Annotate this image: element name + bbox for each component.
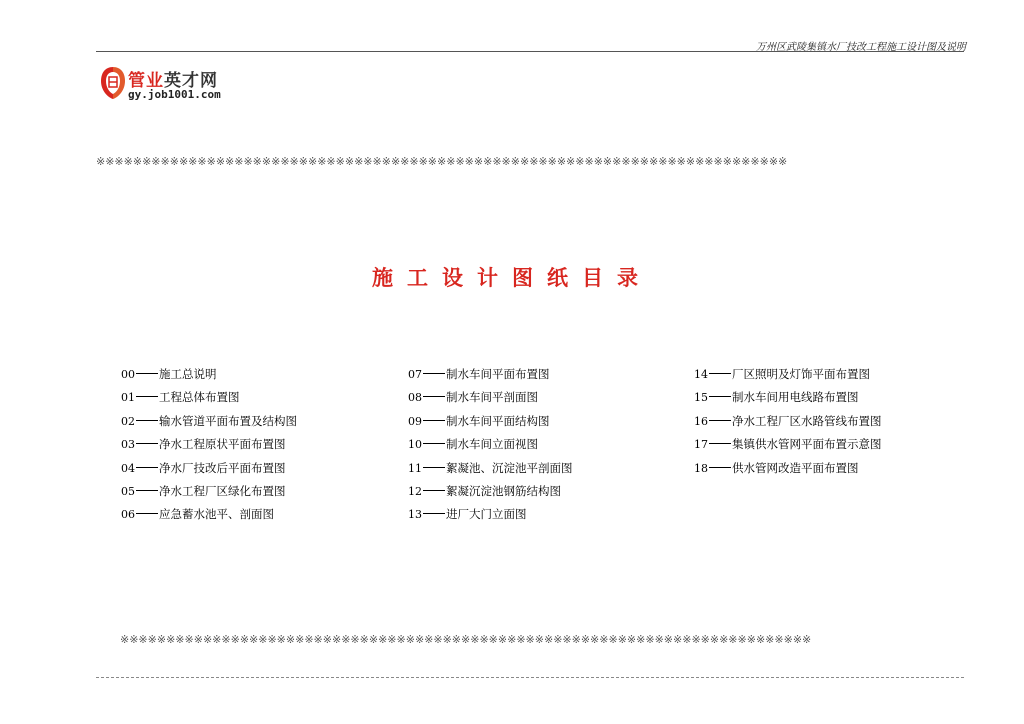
drawing-list-item [694,457,882,480]
drawing-title: 制水车间平面结构图 [446,413,550,428]
logo-name-red: 管业 [128,71,164,91]
drawing-title: 厂区照明及灯饰平面布置图 [732,367,870,381]
drawing-title: 供水管网改造平面布置图 [732,460,859,475]
drawing-list-item [121,386,297,409]
drawing-title: 净水工程原状平面布置图 [159,437,286,452]
dash-separator [709,420,731,421]
drawing-list-item [694,433,882,456]
drawing-list-column-1 [121,363,297,527]
dash-separator [423,373,445,374]
dash-separator [709,443,731,444]
drawing-list-item [694,363,882,386]
drawing-list-item [408,386,573,409]
drawing-number: 17 [694,438,708,452]
drawing-number: 12 [408,484,422,498]
drawing-title: 制水车间立面视图 [446,437,538,452]
drawing-title: 净水工程厂区水路管线布置图 [732,413,882,428]
page-title: 施工设计图纸目录 [372,265,652,290]
drawing-list-item [408,410,573,433]
drawing-list-item [121,480,297,503]
drawing-number: 10 [408,438,422,452]
decorative-stars-bottom: ※※※※※※※※※※※※※※※※※※※※※※※※※※※※※※※※※※※※※※※※※※※※※※※※※※※※※※※※※※※※※※※※※※※※※※※※※※※ [120,633,812,646]
drawing-number: 03 [121,438,135,452]
drawing-number: 15 [694,391,708,405]
footer-rule [96,677,964,678]
drawing-title: 絮凝沉淀池钢筋结构图 [446,483,561,498]
drawing-list-column-3 [694,363,882,480]
dash-separator [136,490,158,491]
drawing-list-column-2 [408,363,573,527]
drawing-number: 01 [121,391,135,405]
logo-mark-icon [98,64,128,102]
logo-url: gy.job1001.com [128,88,221,101]
drawing-title: 制水车间用电线路布置图 [732,390,859,405]
drawing-list-item [121,363,297,386]
drawing-title: 应急蓄水池平、剖面图 [159,507,274,522]
drawing-title: 制水车间平面布置图 [446,367,550,381]
header-rule [96,51,964,52]
site-logo[interactable] [98,64,238,106]
drawing-number: 00 [121,368,135,381]
dash-separator [136,420,158,421]
drawing-number: 18 [694,461,708,475]
drawing-number: 13 [408,508,422,522]
dash-separator [709,373,731,374]
dash-separator [709,396,731,397]
drawing-number: 06 [121,508,135,522]
drawing-list-item [121,457,297,480]
drawing-title: 工程总体布置图 [159,390,240,405]
drawing-title: 净水工程厂区绿化布置图 [159,483,286,498]
drawing-list-item [121,410,297,433]
dash-separator [136,443,158,444]
drawing-number: 02 [121,414,135,428]
dash-separator [136,373,158,374]
drawing-title: 净水厂技改后平面布置图 [159,460,286,475]
dash-separator [136,396,158,397]
drawing-title: 制水车间平剖面图 [446,390,538,405]
drawing-list-item [121,503,297,526]
drawing-list-item [408,433,573,456]
drawing-number: 16 [694,414,708,428]
drawing-number: 05 [121,484,135,498]
drawing-title: 絮凝池、沉淀池平剖面图 [446,460,573,475]
drawing-number: 08 [408,391,422,405]
drawing-list-item [694,386,882,409]
dash-separator [423,513,445,514]
drawing-list-item [408,503,573,526]
drawing-title: 施工总说明 [159,367,217,381]
drawing-list-item [694,410,882,433]
dash-separator [709,467,731,468]
drawing-title: 集镇供水管网平面布置示意图 [732,437,882,452]
decorative-stars-top: ※※※※※※※※※※※※※※※※※※※※※※※※※※※※※※※※※※※※※※※※※※※※※※※※※※※※※※※※※※※※※※※※※※※※※※※※※※※ [96,155,788,168]
drawing-list-item [408,363,573,386]
dash-separator [423,420,445,421]
dash-separator [423,396,445,397]
drawing-number: 14 [694,368,708,381]
drawing-list-item [121,433,297,456]
drawing-number: 09 [408,414,422,428]
drawing-number: 11 [408,461,422,475]
logo-name-gray: 英才网 [164,71,218,91]
drawing-number: 04 [121,461,135,475]
dash-separator [423,490,445,491]
dash-separator [136,513,158,514]
drawing-title: 输水管道平面布置及结构图 [159,413,297,428]
drawing-list-item [408,457,573,480]
drawing-number: 07 [408,368,422,381]
document-header: 万州区武陵集镇水厂技改工程施工设计图及说明 [756,42,966,53]
drawing-title: 进厂大门立面图 [446,507,527,522]
drawing-list-item [408,480,573,503]
dash-separator [136,467,158,468]
dash-separator [423,467,445,468]
dash-separator [423,443,445,444]
